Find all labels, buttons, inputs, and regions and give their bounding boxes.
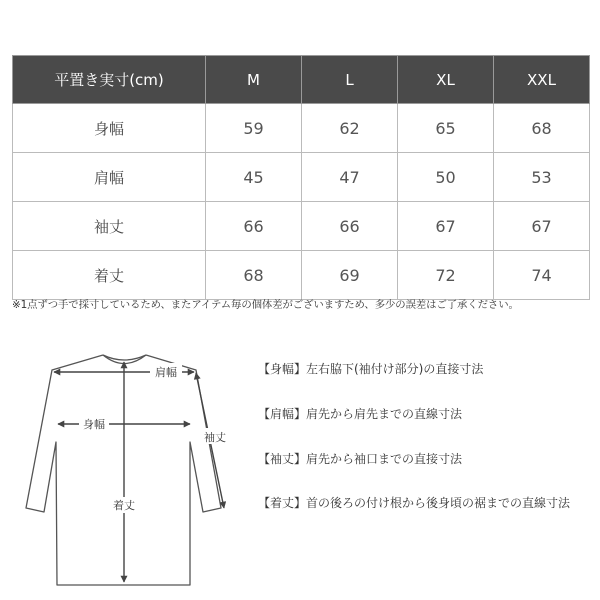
legend-key: 【肩幅】 [258, 407, 307, 421]
table-cell: 69 [302, 251, 398, 300]
header-size-xxl: XXL [494, 56, 590, 104]
legend-key: 【身幅】 [258, 362, 307, 376]
legend-item-katahaba [258, 405, 462, 422]
legend-desc: 左右脇下(袖付け部分)の直接寸法 [306, 362, 484, 376]
row-label: 身幅 [13, 104, 206, 153]
table-cell: 45 [206, 153, 302, 202]
table-cell: 74 [494, 251, 590, 300]
table-cell: 53 [494, 153, 590, 202]
legend-item-sodetake [258, 450, 462, 467]
legend-key: 【袖丈】 [258, 452, 307, 466]
legend-desc: 首の後ろの付け根から後身頃の裾までの直線寸法 [306, 496, 571, 510]
table-cell: 66 [302, 202, 398, 251]
measurement-disclaimer: ※1点ずつ手で採寸しているため、またアイテム毎の個体差がございますため、多少の誤差はご了承ください。 [12, 299, 519, 311]
sodetake-label: 袖丈 [204, 431, 226, 444]
katahaba-label: 肩幅 [155, 366, 177, 379]
legend-desc: 肩先から袖口までの直接寸法 [306, 452, 463, 466]
row-label: 袖丈 [13, 202, 206, 251]
kitake-label: 着丈 [113, 499, 135, 512]
table-cell: 47 [302, 153, 398, 202]
table-cell: 68 [206, 251, 302, 300]
table-cell: 62 [302, 104, 398, 153]
table-cell: 65 [398, 104, 494, 153]
table-cell: 67 [398, 202, 494, 251]
legend-item-kitake [258, 494, 570, 511]
table-cell: 50 [398, 153, 494, 202]
table-cell: 68 [494, 104, 590, 153]
table-cell: 67 [494, 202, 590, 251]
header-size-l: L [302, 56, 398, 104]
header-size-m: M [206, 56, 302, 104]
header-size-xl: XL [398, 56, 494, 104]
row-label: 肩幅 [13, 153, 206, 202]
table-cell: 59 [206, 104, 302, 153]
mihaba-label: 身幅 [83, 418, 105, 431]
legend-item-mihaba [258, 360, 483, 377]
header-measurement: 平置き実寸(cm) [13, 56, 206, 104]
table-cell: 66 [206, 202, 302, 251]
row-label: 着丈 [13, 251, 206, 300]
table-cell: 72 [398, 251, 494, 300]
legend-key: 【着丈】 [258, 496, 307, 510]
legend-desc: 肩先から肩先までの直線寸法 [306, 407, 463, 421]
